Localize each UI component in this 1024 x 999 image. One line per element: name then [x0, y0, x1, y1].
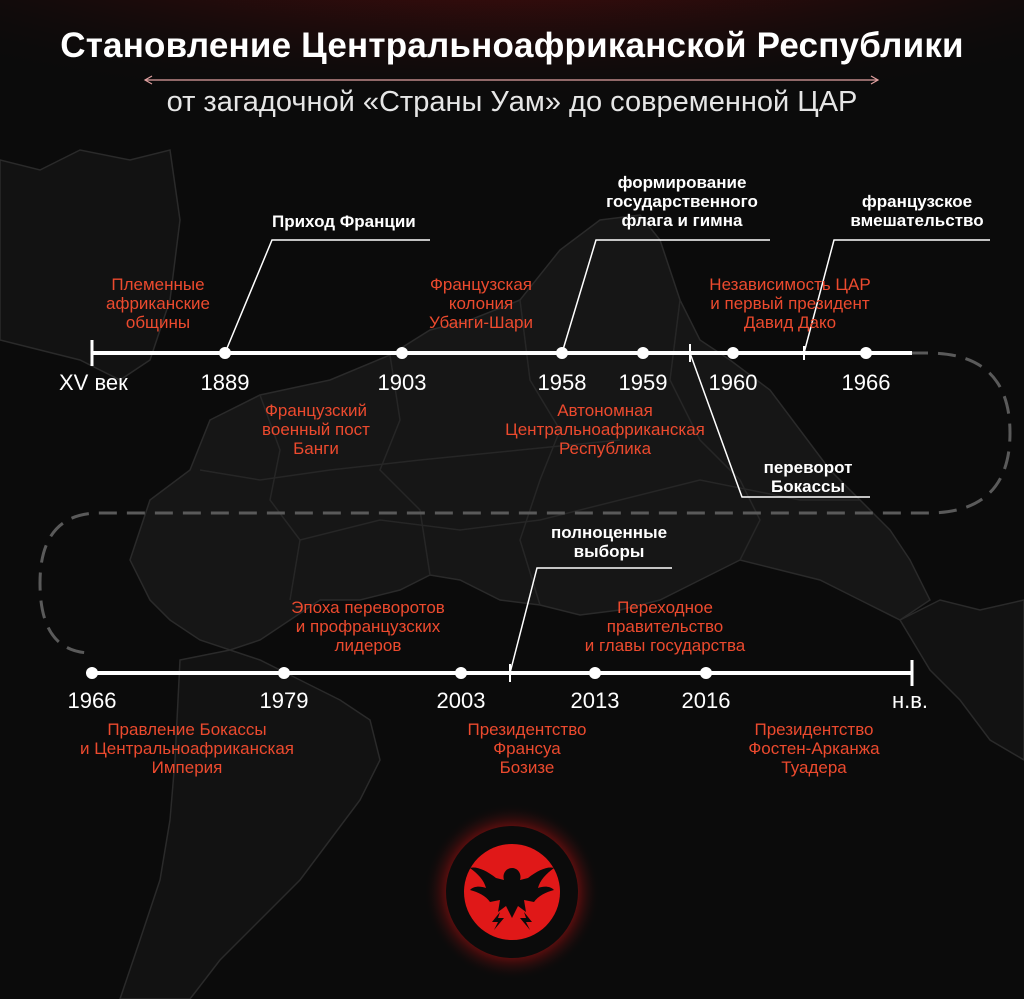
- event-bozize-presidency: Президентство Франсуа Бозизе: [467, 720, 587, 777]
- dot-2016: [700, 667, 712, 679]
- page-subtitle: от загадочной «Страны Уам» до современной ЦАР: [166, 86, 858, 118]
- dot-2003: [455, 667, 467, 679]
- event-independence-dacko: Независимость ЦАР и первый президент Давид Дако: [709, 275, 871, 332]
- event-ubangi-shari-colony: Французская колония Убанги-Шари: [429, 275, 533, 332]
- event-autonomous-republic: Автономная Центральноафриканская Республика: [505, 401, 705, 458]
- event-flag-anthem: формирование государственного флага и гимна: [606, 173, 758, 230]
- event-military-post-bangui: Французский военный пост Банги: [262, 401, 370, 458]
- event-tribal-communities: Племенные африканские общины: [106, 275, 210, 332]
- event-french-intervention: французское вмешательство: [850, 192, 984, 230]
- dot-1979: [278, 667, 290, 679]
- year-1958: 1958: [537, 370, 587, 395]
- year-1959: 1959: [618, 370, 668, 395]
- year-1889: 1889: [200, 370, 250, 395]
- logo: [424, 804, 600, 980]
- dot-1960: [727, 347, 739, 359]
- page-title: Становление Центральноафриканской Республики: [60, 26, 964, 65]
- event-france-arrival: Приход Франции: [272, 212, 416, 231]
- dot-2013: [589, 667, 601, 679]
- event-bokassa-empire: Правление Бокассы и Центральноафриканская Империя: [80, 720, 294, 777]
- year-1960: 1960: [708, 370, 758, 395]
- leader-prihod: [225, 240, 430, 353]
- label-xv-century: XV век: [59, 370, 128, 395]
- event-bokassa-coup: переворот Бокассы: [763, 458, 853, 496]
- event-transitional-government: Переходное правительство и главы государства: [584, 598, 746, 655]
- dot-1966-b: [86, 667, 98, 679]
- year-1979: 1979: [259, 688, 309, 713]
- year-1966-bottom: 1966: [67, 688, 117, 713]
- event-touadera-presidency: Президентство Фостен-Арканжа Туадера: [748, 720, 880, 777]
- dot-1903: [396, 347, 408, 359]
- year-2013: 2013: [570, 688, 620, 713]
- year-2003: 2003: [436, 688, 486, 713]
- year-1903: 1903: [377, 370, 427, 395]
- event-coups-era: Эпоха переворотов и профранцузских лидеров: [291, 598, 445, 655]
- year-2016: 2016: [681, 688, 731, 713]
- dot-1966: [860, 347, 872, 359]
- label-present: н.в.: [891, 688, 929, 713]
- event-full-elections: полноценные выборы: [550, 523, 668, 561]
- dot-1959: [637, 347, 649, 359]
- year-1966: 1966: [841, 370, 891, 395]
